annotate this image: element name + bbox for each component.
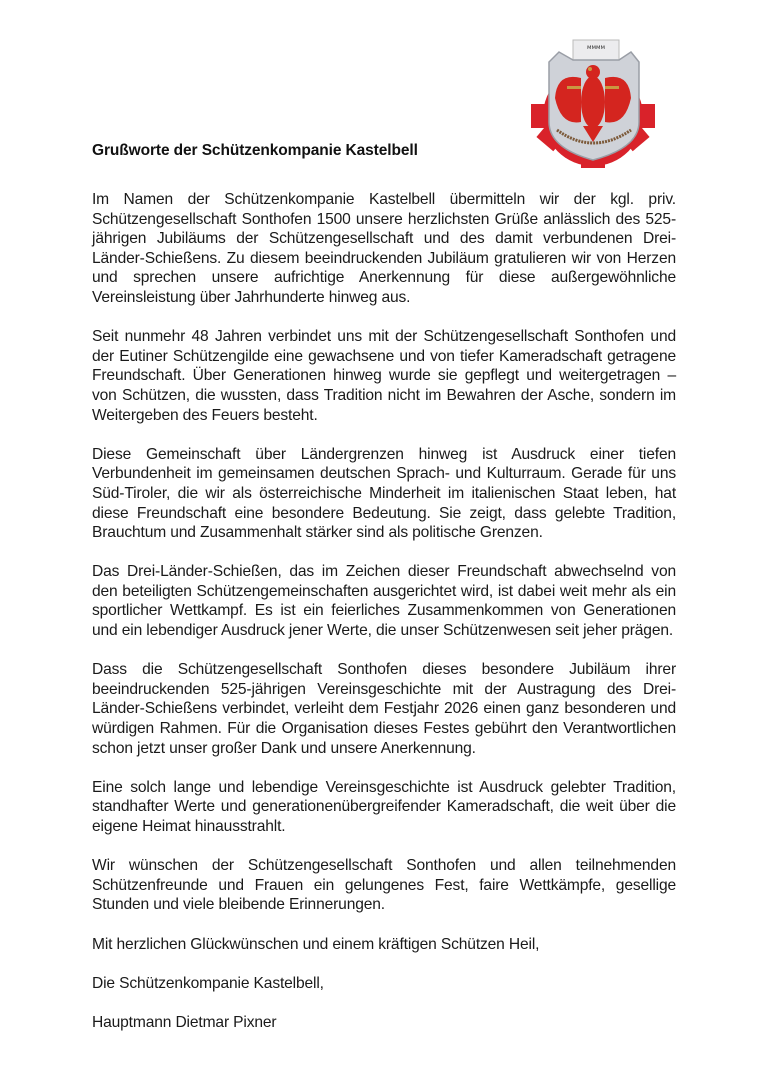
svg-text:ᴍᴍᴍᴍ: ᴍᴍᴍᴍ: [586, 44, 606, 51]
paragraph: Wir wünschen der Schützengesellschaft Sonthofen und allen teilnehmenden Schützenfreunde und Frauen ein gelungenes Fest, faire Wettkämpfe, gesellige Stunden und viele bleibende Erinnerungen.: [92, 857, 676, 914]
paragraph: Diese Gemeinschaft über Ländergrenzen hinweg ist Ausdruck einer tiefen Verbundenheit im gemeinsamen deutschen Sprach- und Kulturraum. Gerade für uns Süd-Tiroler, die wir als österreichische Minderheit im italienischen Staat leben, hat diese Freundschaft eine besondere Bedeutung. Sie zeigt, dass gelebte Tradition, Brauchtum und Zusammenhalt stärker sind als politische Grenzen.: [92, 445, 676, 542]
paragraph: Im Namen der Schützenkompanie Kastelbell übermitteln wir der kgl. priv. Schützengesellschaft Sonthofen 1500 unsere herzlichsten Grüße anlässlich des 525-jährigen Jubiläums der Schützengesellschaft und des damit verbundenen Drei-Länder-Schießens. Zu diesem beeindruckenden Jubiläum gratulieren wir von Herzen und sprechen unsere aufrichtige Anerkennung für diese außergewöhnliche Vereinsleistung über Jahrhunderte hinweg aus.: [92, 191, 676, 306]
signature-name: Hauptmann Dietmar Pixner: [92, 1013, 277, 1031]
letter-body: [92, 190, 676, 1052]
signature-organization: Die Schützenkompanie Kastelbell,: [92, 974, 324, 992]
paragraph: Dass die Schützengesellschaft Sonthofen dieses besondere Jubiläum ihrer beeindruckenden 525-jährigen Vereinsgeschichte mit der Austragung des Drei-Länder-Schießens verbindet, verleiht dem Festjahr 2026 einen ganz besonderen und würdigen Rahmen. Für die Organisation dieses Festes gebührt den Verantwortlichen schon jetzt unser großer Dank und unsere Anerkennung.: [92, 661, 676, 757]
closing-greeting: Mit herzlichen Glückwünschen und einem kräftigen Schützen Heil,: [92, 935, 540, 953]
coat-of-arms-icon: [527, 38, 659, 168]
paragraph: Das Drei-Länder-Schießen, das im Zeichen dieser Freundschaft abwechselnd von den beteiligten Schützengemeinschaften ausgerichtet wird, ist dabei weit mehr als ein sportlicher Wettkampf. Es ist ein feierliches Zusammenkommen von Generationen und ein lebendiger Ausdruck jener Werte, die unser Schützenwesen seit jeher prägen.: [92, 563, 676, 640]
paragraph: Seit nunmehr 48 Jahren verbindet uns mit der Schützengesellschaft Sonthofen und der Eutiner Schützengilde eine gewachsene und von tiefer Kameradschaft getragene Freundschaft. Über Generationen hinweg wurde sie gepflegt und weitergetragen – von Schützen, die wussten, dass Tradition nicht im Bewahren der Asche, sondern im Weitergeben des Feuers besteht.: [92, 328, 676, 424]
page-title: Grußworte der Schützenkompanie Kastelbell: [92, 142, 418, 159]
paragraph: Eine solch lange und lebendige Vereinsgeschichte ist Ausdruck gelebter Tradition, standhafter Werte und generationenübergreifender Kameradschaft, die weit über die eigene Heimat hinausstrahlt.: [92, 778, 676, 835]
